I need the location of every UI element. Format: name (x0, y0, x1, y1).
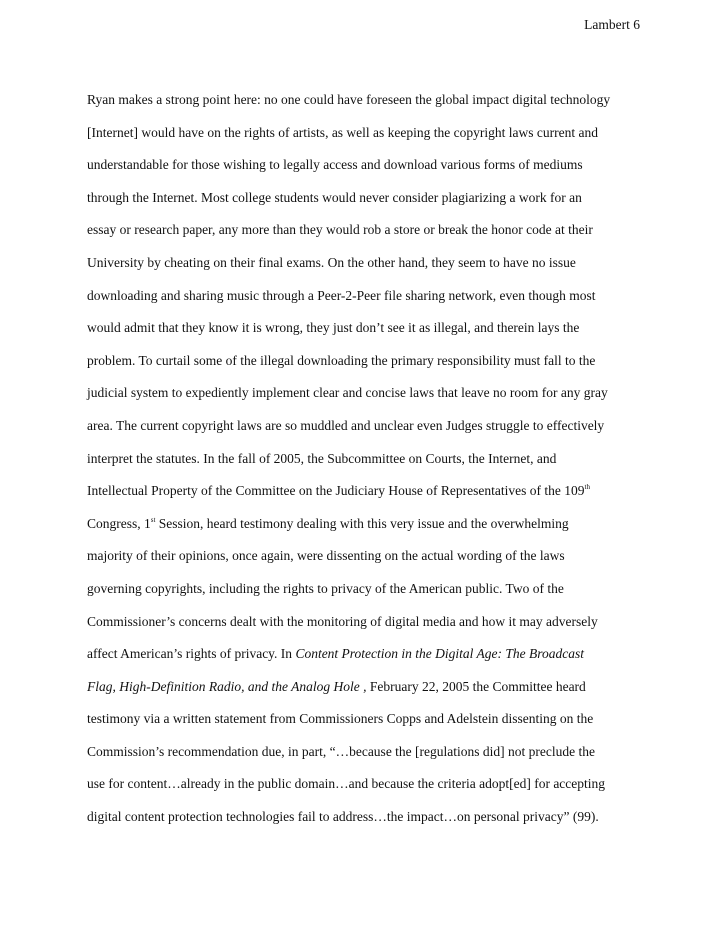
text-line: Ryan makes a strong point here: no one could have foreseen the global impact digital technology (87, 92, 611, 107)
text-line: downloading and sharing music through a Peer-2-Peer file sharing network, even though most (87, 287, 596, 303)
text-line (87, 678, 647, 711)
text-line: University by cheating on their final exams. On the other hand, they seem to have no issue (87, 254, 576, 270)
text-line: Commissioner’s concerns dealt with the monitoring of digital media and how it may adversely (87, 613, 598, 629)
text-line: would admit that they know it is wrong, they just don’t see it as illegal, and therein lays the (87, 320, 580, 336)
text-line: area. The current copyright laws are so muddled and unclear even Judges struggle to effectively (87, 417, 605, 433)
running-head: Lambert 6 (584, 17, 640, 32)
italic-title: Content Protection in the Digital Age: The Broadcast (295, 646, 585, 662)
text-line: majority of their opinions, once again, were dissenting on the actual wording of the laws (87, 548, 565, 564)
text-line: [Internet] would have on the rights of artists, as well as keeping the copyright laws current and (87, 124, 598, 140)
text-segment: Intellectual Property of the Committee on the Judiciary House of Representatives of the 109 (87, 483, 585, 499)
text-line (87, 482, 647, 515)
text-line: understandable for those wishing to legally access and download various forms of mediums (87, 157, 583, 173)
text-line (87, 645, 647, 678)
italic-title: Flag, High-Definition Radio, and the Analog Hole , (87, 678, 367, 694)
text-segment: February 22, 2005 the Committee heard (366, 678, 586, 694)
body-paragraph (87, 91, 647, 841)
superscript: st (150, 515, 156, 524)
text-line: interpret the statutes. In the fall of 2005, the Subcommittee on Courts, the Internet, and (87, 450, 557, 466)
text-line: Commission’s recommendation due, in part, “…because the [regulations did] not preclude the (87, 743, 595, 759)
text-segment: affect American’s rights of privacy. In (87, 646, 296, 662)
text-line: governing copyrights, including the rights to privacy of the American public. Two of the (87, 580, 564, 596)
text-line (87, 515, 647, 548)
text-line: judicial system to expediently implement clear and concise laws that leave no room for any gray (87, 385, 608, 401)
text-line: use for content…already in the public domain…and because the criteria adopt[ed] for accepting (87, 776, 606, 792)
text-line: essay or research paper, any more than they would rob a store or break the honor code at their (87, 222, 593, 238)
text-segment: Congress, 1 (87, 515, 151, 531)
superscript: th (584, 483, 590, 492)
text-segment: Session, heard testimony dealing with this very issue and the overwhelming (155, 515, 569, 531)
text-line: problem. To curtail some of the illegal downloading the primary responsibility must fall to the (87, 352, 596, 368)
text-line: testimony via a written statement from Commissioners Copps and Adelstein dissenting on the (87, 711, 594, 727)
text-line: digital content protection technologies fail to address…the impact…on personal privacy” (99). (87, 809, 599, 825)
text-line: through the Internet. Most college students would never consider plagiarizing a work for an (87, 189, 582, 205)
